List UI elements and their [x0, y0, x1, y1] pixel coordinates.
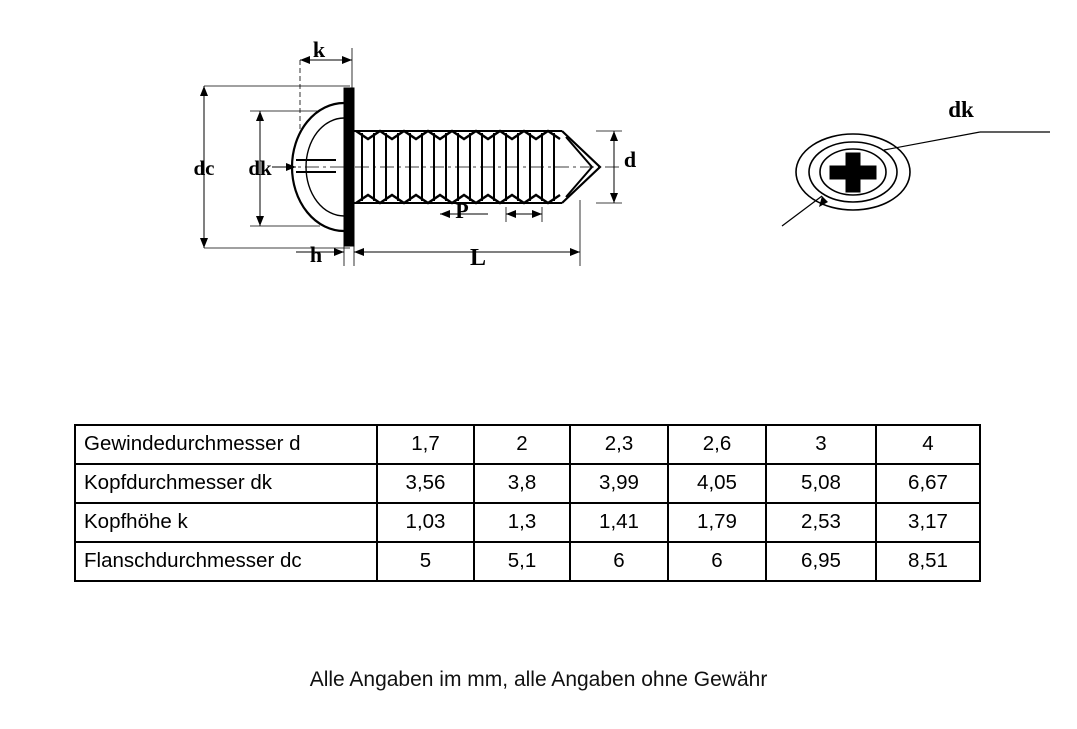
table-cell: 1,7 — [377, 425, 474, 464]
table-cell: 5 — [377, 542, 474, 581]
table-cell: 1,41 — [570, 503, 668, 542]
table-cell: 2,3 — [570, 425, 668, 464]
table-cell: 4 — [876, 425, 980, 464]
table-cell: 2 — [474, 425, 570, 464]
dim-P-arrow-left — [440, 210, 450, 218]
table-cell: 6,95 — [766, 542, 876, 581]
dim-k-arrow-left — [300, 56, 310, 64]
dim-dc-arrow-bottom — [200, 238, 208, 248]
row-label: Kopfdurchmesser dk — [75, 464, 377, 503]
dim-label-P: P — [455, 198, 469, 223]
dk-leader-line-top — [884, 132, 980, 150]
row-label: Gewindedurchmesser d — [75, 425, 377, 464]
dim-label-d: d — [623, 147, 637, 172]
dim-label-dc: dc — [193, 156, 215, 180]
table-cell: 1,79 — [668, 503, 766, 542]
dim-label-k: k — [312, 37, 326, 62]
dim-h-arrow — [334, 248, 344, 256]
table-cell: 8,51 — [876, 542, 980, 581]
side-view-group — [194, 37, 637, 271]
table-row — [75, 464, 980, 503]
screw-drawing-svg — [0, 0, 1077, 300]
dim-L-arrow-right — [570, 248, 580, 256]
table-cell: 6 — [668, 542, 766, 581]
dim-dk-arrow-top — [256, 111, 264, 121]
table-cell: 2,6 — [668, 425, 766, 464]
dim-d-arrow-bottom — [610, 193, 618, 203]
table-cell: 6 — [570, 542, 668, 581]
table-cell: 3,99 — [570, 464, 668, 503]
spec-table-container — [74, 424, 979, 582]
dim-dc-arrow-top — [200, 86, 208, 96]
table-row — [75, 542, 980, 581]
table-cell: 5,1 — [474, 542, 570, 581]
dim-label-L: L — [469, 245, 487, 271]
table-cell: 1,3 — [474, 503, 570, 542]
phillips-cross-recess — [830, 153, 876, 192]
dim-P-arrow-2-left — [506, 210, 516, 218]
top-view-group — [782, 97, 1050, 226]
table-cell: 1,03 — [377, 503, 474, 542]
table-cell: 3,17 — [876, 503, 980, 542]
dim-label-dk: dk — [248, 156, 272, 180]
table-cell: 3,8 — [474, 464, 570, 503]
dk-leader-line-lower — [782, 196, 822, 226]
table-cell: 6,67 — [876, 464, 980, 503]
dim-label-dk-topview: dk — [948, 97, 974, 122]
table-cell: 3 — [766, 425, 876, 464]
technical-drawing — [0, 0, 1077, 300]
dim-P-arrow-2-right — [532, 210, 542, 218]
dim-dk-arrow-bottom — [256, 216, 264, 226]
dim-k-arrow-right — [342, 56, 352, 64]
table-cell: 5,08 — [766, 464, 876, 503]
table-cell: 2,53 — [766, 503, 876, 542]
row-label: Kopfhöhe k — [75, 503, 377, 542]
dim-d-arrow-top — [610, 131, 618, 141]
dim-label-h: h — [309, 242, 323, 267]
table-cell: 3,56 — [377, 464, 474, 503]
specification-table — [74, 424, 981, 582]
table-row — [75, 503, 980, 542]
table-cell: 4,05 — [668, 464, 766, 503]
footnote-text: Alle Angaben im mm, alle Angaben ohne Gewähr — [309, 668, 768, 691]
row-label: Flanschdurchmesser dc — [75, 542, 377, 581]
dim-L-arrow-left — [354, 248, 364, 256]
table-row — [75, 425, 980, 464]
